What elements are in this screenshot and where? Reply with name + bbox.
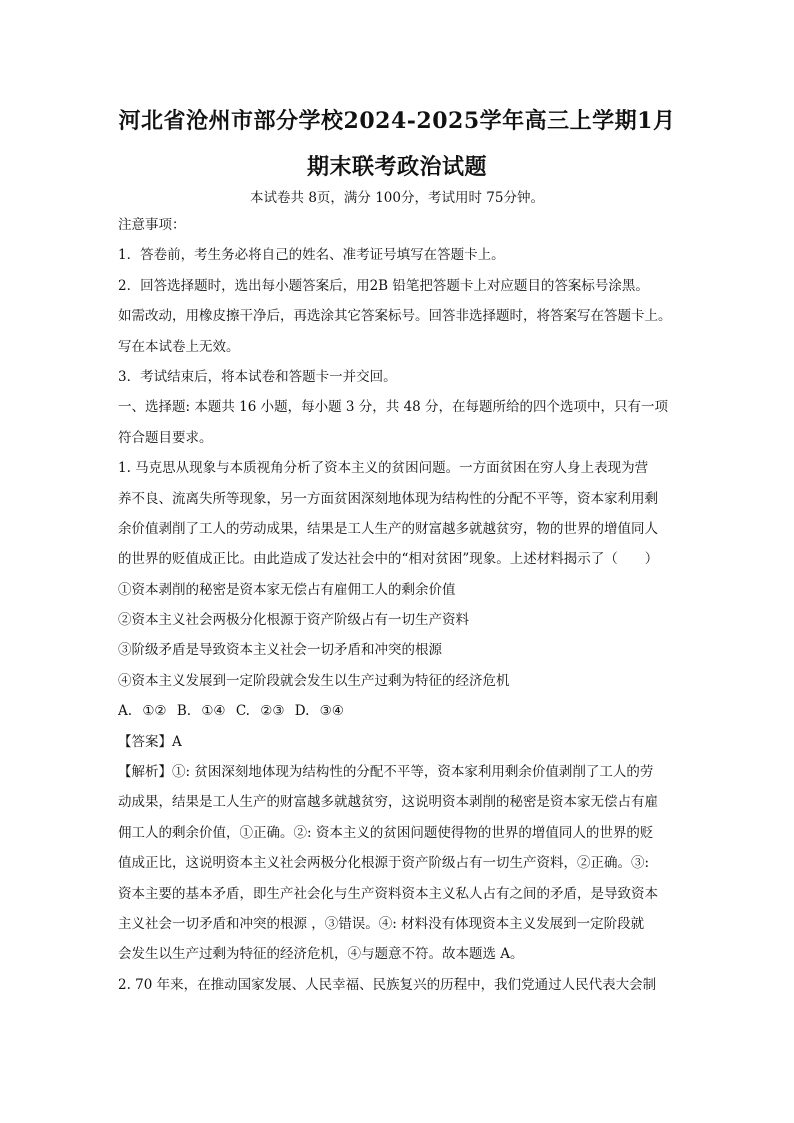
- question-1-statement-4: ④资本主义发展到一定阶段就会发生以生产过剩为特征的经济危机: [118, 672, 510, 689]
- question-1-analysis: 佣工人的剩余价值，①正确。②: 资本主义的贫困问题使得物的世界的增值同人的世界的贬: [118, 824, 654, 841]
- notice-item-2-cont: 写在本试卷上无效。: [118, 338, 240, 355]
- question-1-analysis: 主义社会一切矛盾和冲突的根源 ，③错误。④: 材料没有体现资本主义发展到一定阶段就: [118, 915, 645, 932]
- question-1-analysis: 动成果，结果是工人生产的财富越多就越贫穷，这说明资本剥削的秘密是资本家无偿占有雇: [118, 794, 658, 811]
- document-body: [118, 214, 680, 1004]
- question-2-stem: 2. 70 年来，在推动国家发展、人民幸福、民族复兴的历程中，我们党通过人民代表大会制: [118, 976, 657, 993]
- question-1-stem: 1. 马克思从现象与本质视角分析了资本主义的贫困问题。一方面贫困在穷人身上表现为营: [118, 460, 649, 477]
- question-1-statement-2: ②资本主义社会两极分化根源于资产阶级占有一切生产资料: [118, 612, 469, 629]
- exam-meta: 本试卷共 8页，满分 100分，考试用时 75分钟。: [250, 190, 544, 206]
- notice-item-3: 3．考试结束后，将本试卷和答题卡一并交回。: [118, 368, 397, 385]
- question-1-stem: 余价值剥削了工人的劳动成果，结果是工人生产的财富越多就越贫穷，物的世界的增值同人: [118, 520, 658, 537]
- notice-item-2-cont: 如需改动，用橡皮擦干净后，再选涂其它答案标号。回答非选择题时，将答案写在答题卡上。: [118, 308, 672, 325]
- question-1-analysis: 资本主要的基本矛盾，即生产社会化与生产资料资本主义私人占有之间的矛盾，是导致资本: [118, 885, 658, 902]
- question-1-statement-1: ①资本剥削的秘密是资本家无偿占有雇佣工人的剩余价值: [118, 581, 456, 598]
- document-title-line1: 河北省沧州市部分学校2024-2025学年高三上学期1月: [118, 108, 676, 134]
- question-1-stem: 养不良、流离失所等现象，另一方面贫困深刻地体现为结构性的分配不平等，资本家利用剩: [118, 490, 658, 507]
- section-heading-cont: 符合题目要求。: [118, 429, 213, 446]
- question-1-analysis: 会发生以生产过剩为特征的经济危机，④与题意不符。故本题选 A。: [118, 946, 524, 963]
- notice-item-2: 2．回答选择题时，选出每小题答案后，用2B 铅笔把答题卡上对应题目的答案标号涂黑。: [118, 277, 649, 294]
- notice-item-1: 1．答卷前，考生务必将自己的姓名、准考证号填写在答题卡上。: [118, 247, 505, 264]
- section-heading: 一、选择题: 本题共 16 小题，每小题 3 分，共 48 分，在每题所给的四个选项中，只有一项: [118, 399, 669, 416]
- question-1-stem: 的世界的贬值成正比。由此造成了发达社会中的“相对贫困”现象。上述材料揭示了（ ）: [118, 551, 659, 568]
- document-title-line2: 期末联考政治试题: [306, 154, 487, 180]
- question-1-analysis: 值成正比，这说明资本主义社会两极分化根源于资产阶级占有一切生产资料，②正确。③:: [118, 855, 650, 872]
- question-1-analysis: 【解析】①: 贫困深刻地体现为结构性的分配不平等，资本家利用剩余价值剥削了工人的劳: [118, 764, 654, 781]
- notice-heading: 注意事项：: [118, 217, 186, 233]
- question-1-options: A. ①② B. ①④ C. ②③ D. ③④: [118, 703, 344, 720]
- question-1-answer: 【答案】A: [118, 733, 182, 750]
- question-1-statement-3: ③阶级矛盾是导致资本主义社会一切矛盾和冲突的根源: [118, 642, 442, 659]
